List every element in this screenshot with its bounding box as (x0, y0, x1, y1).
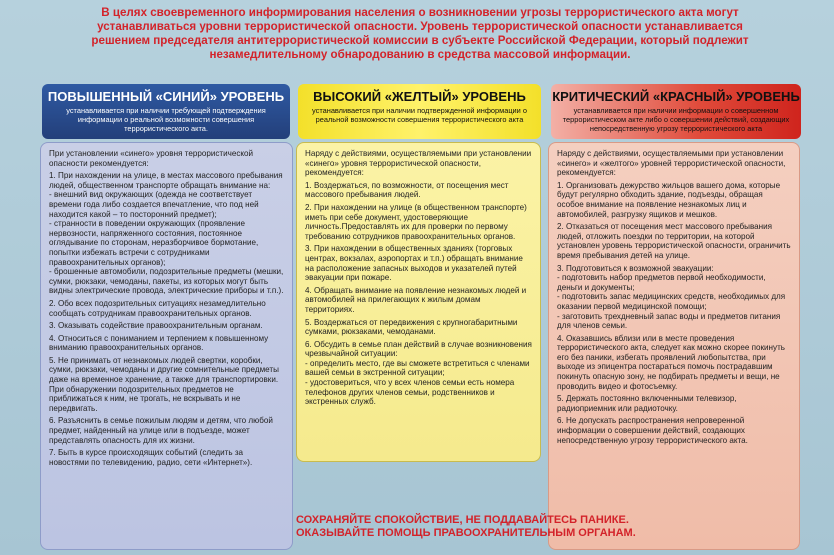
blue-paragraph: 4. Относиться с пониманием и терпением к повышенному вниманию правоохранительных органов. (49, 333, 269, 353)
yellow-level-subtitle: устанавливается при наличии подтвержденной информации о реальной возможности совершения террористического акта (312, 106, 527, 124)
blue-paragraph: 7. Быть в курсе происходящих событий (следить за новостями по телевидению, радио, сети «Интернет»). (49, 448, 253, 467)
blue-level-subtitle: устанавливается при наличии требующей подтверждения информации о реальной возможности совершения террористического акта. (66, 106, 266, 133)
red-paragraph: Наряду с действиями, осуществляемыми при установлении «синего» и «желтого» уровней террористической опасности, рекомендуется: (557, 149, 786, 178)
poster-header: В целях своевременного информирования населения о возникновении угрозы террористического акта могут устанавливаться уровни террористической опасности. Уровень террористической опасности устанавливается решением председателя антитеррористической комиссии в субъекте Российской Федерации, который подлежит незамедлительному обнародованию в средства массовой информации. (91, 6, 749, 61)
red-paragraph: 3. Подготовиться к возможной эвакуации: - подготовить набор предметов первой необходимости, деньги и документы; - подготовить запас медицинских средств, необходимых для оказании первой медицинской помощи; - заготовить трехдневный запас воды и предметов питания для членов семьи. (557, 263, 786, 331)
yellow-paragraph: Наряду с действиями, осуществляемыми при установлении «синего» уровня террористической опасности, рекомендуется: (305, 149, 532, 178)
yellow-paragraph: 3. При нахождении в общественных зданиях (торговых центрах, вокзалах, аэропортах и т.п.) обращать внимание на расположение запасных выходов и указателей путей эвакуации при пожаре. (305, 244, 523, 283)
yellow-paragraph: 1. Воздержаться, по возможности, от посещения мест массового пребывания людей. (305, 180, 509, 200)
blue-level-recommendations (40, 142, 293, 550)
blue-paragraph: 1. При нахождении на улице, в местах массового пребывания людей, общественном транспорте обращать внимание на: - внешний вид окружающих (одежда не соответствует времени года либо создается впечатление, что под ней находится какой – то посторонний предмет); - странности в поведении окружающих (проявление нервозности, напряженного состояния, постоянное оглядывание по сторонам, неразборчивое бормотание, попытки избежать встречи с сотрудниками правоохранительных органов); - брошенные автомобили, подозрительные предметы (мешки, сумки, рюкзаки, чемоданы, пакеты, из которых могут быть видны электрические провода, электрические приборы и т.п.). (49, 171, 284, 296)
blue-paragraph: 6. Разъяснить в семье пожилым людям и детям, что любой предмет, найденный на улице или в подъезде, может представлять опасность для их жизни. (49, 416, 273, 445)
red-level-title: КРИТИЧЕСКИЙ «КРАСНЫЙ» УРОВЕНЬ (552, 89, 800, 104)
blue-level-heading (42, 84, 290, 139)
red-level-subtitle: устанавливается при наличии информации о совершенном террористическом акте либо о совершении действий, создающих непосредственную угрозу террористического акта (562, 106, 790, 133)
yellow-level-heading (298, 84, 541, 139)
yellow-level-recommendations (296, 142, 541, 462)
red-paragraph: 6. Не допускать распространения непроверенной информации о совершении действий, создающих непосредственную угрозу террористического акта. (557, 416, 748, 445)
blue-paragraph: 2. Обо всех подозрительных ситуациях незамедлительно сообщать сотрудникам правоохранительных органов. (49, 298, 266, 318)
yellow-paragraph: 2. При нахождении на улице (в общественном транспорте) иметь при себе документ, удостоверяющие личность.Предоставлять их для проверки по первому требованию сотрудников правоохранительных органов. (305, 202, 527, 241)
blue-paragraph: 5. Не принимать от незнакомых людей свертки, коробки, сумки, рюкзаки, чемоданы и другие сомнительные предметы даже на временное хранение, а также для транспортировки. При обнаружении подозрительных предметов не приближаться к ним, не трогать, не вскрывать и не передвигать. (49, 355, 279, 413)
yellow-paragraph: 6. Обсудить в семье план действий в случае возникновения чрезвычайной ситуации: - определить место, где вы сможете встретиться с членами вашей семьи в экстренной ситуации; - удостовериться, что у всех членов семьи есть номера телефонов других членов семьи, родственников и экстренных служб. (305, 339, 532, 407)
red-paragraph: 5. Держать постоянно включенными телевизор, радиоприемник или радиоточку. (557, 394, 737, 413)
red-paragraph: 4. Оказавшись вблизи или в месте проведения террористического акта, следует как можно скорее покинуть его без паники, избегать проявлений любопытства, при выходе из эпицентра постараться помочь пострадавшим покинуть опасную зону, не подбирать предметы и вещи, не проводить видео и фотосъемку. (557, 333, 785, 391)
blue-paragraph: При установлении «синего» уровня террористической опасности рекомендуется: (49, 149, 254, 168)
blue-paragraph: 3. Оказывать содействие правоохранительным органам. (49, 321, 263, 331)
red-paragraph: 2. Отказаться от посещения мест массового пребывания людей, отложить поездки по территории, на которой установлен уровень террористической опасности, ограничить время пребывания детей на улице. (557, 222, 791, 260)
yellow-paragraph: 4. Обращать внимание на появление незнакомых людей и автомобилей на прилегающих к жилым домам территориях. (305, 285, 527, 314)
red-level-heading (551, 84, 801, 139)
yellow-level-title: ВЫСОКИЙ «ЖЕЛТЫЙ» УРОВЕНЬ (313, 89, 526, 104)
red-paragraph: 1. Организовать дежурство жильцов вашего дома, которые будут регулярно обходить здание, подъезды, обращая особое внимание на появление незнакомых лиц и автомобилей, разгрузку ящиков и мешков. (557, 180, 781, 219)
yellow-paragraph: 5. Воздержаться от передвижения с крупногабаритными сумками, рюкзаками, чемоданами. (305, 317, 518, 337)
blue-level-title: ПОВЫШЕННЫЙ «СИНИЙ» УРОВЕНЬ (47, 89, 285, 104)
poster-footer-slogan: СОХРАНЯЙТЕ СПОКОЙСТВИЕ, НЕ ПОДДАВАЙТЕСЬ ПАНИКЕ. ОКАЗЫВАЙТЕ ПОМОЩЬ ПРАВООХРАНИТЕЛЬНЫМ ОРГАНАМ. (296, 514, 636, 539)
red-level-recommendations (548, 142, 800, 550)
